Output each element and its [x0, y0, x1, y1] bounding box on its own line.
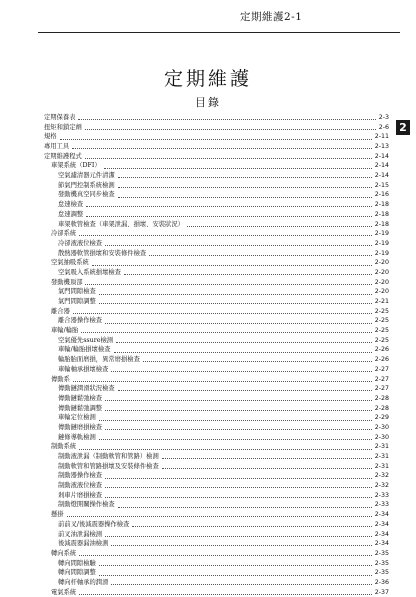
toc-entry: [44, 346, 389, 356]
dot-leader: [67, 516, 372, 517]
toc-entry-label: 車輪/輪胎: [51, 327, 79, 335]
dot-leader: [118, 390, 372, 391]
table-of-contents: [44, 113, 389, 597]
dot-leader: [85, 284, 371, 285]
dot-leader: [118, 177, 372, 178]
toc-entry-label: 傳動鏈鬆弛檢查: [58, 394, 103, 402]
dot-leader: [85, 158, 372, 159]
dot-leader: [104, 168, 372, 169]
toc-entry-label: 發動機真空同步檢查: [58, 191, 115, 199]
toc-entry: [44, 413, 389, 423]
toc-entry: [44, 355, 389, 365]
toc-entry-label: 鏈條導軌檢測: [58, 433, 96, 441]
dot-leader: [105, 323, 372, 324]
toc-entry: [44, 481, 389, 491]
toc-entry: [44, 462, 389, 472]
toc-entry-page: 2-20: [374, 268, 389, 276]
toc-entry-page: 2-27: [374, 365, 389, 373]
toc-entry-page: 2-26: [374, 346, 389, 354]
toc-entry-page: 2-20: [374, 259, 389, 267]
dot-leader: [79, 449, 372, 450]
toc-entry-page: 2-6: [378, 123, 389, 131]
toc-entry-page: 2-30: [374, 423, 389, 431]
dot-leader: [73, 381, 372, 382]
toc-entry-page: 2-34: [374, 530, 389, 538]
toc-entry-page: 2-13: [374, 143, 389, 151]
toc-entry: [44, 559, 389, 569]
toc-entry-page: 2-29: [374, 414, 389, 422]
toc-entry-page: 2-19: [374, 230, 389, 238]
dot-leader: [162, 468, 372, 469]
toc-entry: [44, 239, 389, 249]
toc-entry-page: 2-32: [374, 472, 389, 480]
toc-entry: [44, 491, 389, 501]
toc-entry-page: 2-31: [374, 462, 389, 470]
toc-entry-page: 2-3: [378, 113, 389, 121]
toc-entry-page: 2-35: [374, 559, 389, 567]
toc-entry-label: 冷卻系統: [51, 230, 77, 238]
toc-entry: [44, 520, 389, 530]
toc-entry: [44, 539, 389, 549]
dot-leader: [72, 148, 372, 149]
toc-entry: [44, 394, 389, 404]
toc-entry: [44, 278, 389, 288]
toc-entry-label: 空氣濾清器元件清潔: [58, 172, 115, 180]
toc-entry: [44, 307, 389, 317]
dot-leader: [149, 255, 372, 256]
toc-entry: [44, 384, 389, 394]
toc-entry-page: 2-27: [374, 375, 389, 383]
toc-entry-label: 傳動鏈鬆弛調整: [58, 404, 103, 412]
dot-leader: [79, 594, 372, 595]
toc-entry: [44, 433, 389, 443]
dot-leader: [111, 584, 371, 585]
toc-entry-label: 傳動鏈潤滑狀況檢查: [58, 385, 115, 393]
toc-entry-label: 車輪定位檢測: [58, 414, 96, 422]
toc-entry-label: 轉向杆軸承的潤滑: [58, 578, 109, 586]
toc-entry-label: 轉向系統: [51, 549, 77, 557]
toc-entry-label: 規格: [44, 133, 57, 141]
toc-entry-label: 怠速檢查: [58, 201, 84, 209]
toc-entry-label: 車架系統（DFI）: [51, 162, 101, 170]
toc-entry: [44, 404, 389, 414]
toc-entry: [44, 123, 389, 133]
dot-leader: [105, 429, 372, 430]
toc-entry-label: 離合器操作檢查: [58, 317, 103, 325]
dot-leader: [99, 565, 372, 566]
toc-entry-page: 2-28: [374, 404, 389, 412]
dot-leader: [99, 439, 372, 440]
toc-entry: [44, 229, 389, 239]
toc-entry-page: 2-27: [374, 385, 389, 393]
toc-entry: [44, 161, 389, 171]
running-header: 定期維護2-1: [240, 11, 303, 23]
dot-leader: [86, 206, 372, 207]
toc-entry: [44, 210, 389, 220]
toc-entry-page: 2-21: [374, 298, 389, 306]
toc-entry-label: 空氣吸入系統損壞檢查: [58, 268, 121, 276]
dot-leader: [92, 265, 372, 266]
toc-entry: [44, 588, 389, 597]
page-subtitle: 目錄: [195, 96, 221, 109]
dot-leader: [81, 332, 371, 333]
toc-entry-page: 2-16: [374, 191, 389, 199]
toc-entry-label: 制動液液位檢查: [58, 482, 103, 490]
toc-entry-page: 2-26: [374, 356, 389, 364]
toc-entry-page: 2-25: [374, 307, 389, 315]
toc-entry-label: 制動液泄漏（制動軟管和管路）檢測: [58, 453, 159, 461]
dot-leader: [105, 410, 372, 411]
dot-leader: [73, 313, 372, 314]
dot-leader: [85, 129, 376, 130]
toc-entry-page: 2-34: [374, 520, 389, 528]
toc-entry: [44, 501, 389, 511]
toc-entry-label: 散熱器軟管損壞和安裝條件檢查: [58, 249, 147, 257]
toc-entry-label: 轉向間隙檢驗: [58, 559, 96, 567]
toc-entry-page: 2-37: [374, 588, 389, 596]
toc-entry: [44, 258, 389, 268]
toc-entry-label: 發動機頂部: [51, 278, 83, 286]
toc-entry-page: 2-14: [374, 162, 389, 170]
toc-entry: [44, 297, 389, 307]
toc-entry: [44, 510, 389, 520]
toc-entry-page: 2-14: [374, 172, 389, 180]
toc-entry: [44, 142, 389, 152]
dot-leader: [99, 303, 372, 304]
dot-leader: [116, 342, 372, 343]
toc-entry-label: 前前叉/後減震器操作檢查: [58, 520, 130, 528]
dot-leader: [105, 487, 372, 488]
toc-entry-page: 2-14: [374, 152, 389, 160]
toc-entry-page: 2-33: [374, 491, 389, 499]
toc-entry-label: 傳動鏈磨損檢查: [58, 423, 103, 431]
toc-entry: [44, 132, 389, 142]
dot-leader: [187, 226, 372, 227]
dot-leader: [78, 119, 375, 120]
toc-entry: [44, 530, 389, 540]
toc-entry: [44, 365, 389, 375]
dot-leader: [111, 371, 371, 372]
chapter-tab: 2: [396, 120, 410, 135]
header-divider: [38, 32, 400, 33]
toc-entry-label: 節氣門控制系統檢測: [58, 181, 115, 189]
toc-entry: [44, 336, 389, 346]
toc-entry: [44, 316, 389, 326]
toc-entry-page: 2-25: [374, 317, 389, 325]
toc-entry-label: 制動燈開關操作檢查: [58, 501, 115, 509]
toc-entry: [44, 578, 389, 588]
toc-entry-label: 傳動系: [51, 375, 70, 383]
toc-entry-page: 2-34: [374, 540, 389, 548]
toc-entry: [44, 268, 389, 278]
toc-entry-label: 懸掛: [51, 511, 64, 519]
dot-leader: [118, 187, 372, 188]
toc-entry-label: 電氣系統: [51, 588, 77, 596]
toc-entry-label: 制動器操作檢查: [58, 472, 103, 480]
toc-entry-page: 2-20: [374, 278, 389, 286]
dot-leader: [111, 545, 371, 546]
toc-entry-label: 輪胎胎面磨損，異常磨損檢查: [58, 356, 140, 364]
toc-entry: [44, 452, 389, 462]
toc-entry: [44, 549, 389, 559]
toc-entry-label: 怠速調整: [58, 210, 84, 218]
dot-leader: [105, 478, 372, 479]
toc-entry-page: 2-11: [374, 133, 389, 141]
dot-leader: [105, 536, 372, 537]
dot-leader: [162, 458, 372, 459]
toc-entry-page: 2-19: [374, 249, 389, 257]
toc-entry-label: 空氣優先ssure檢測: [58, 336, 114, 344]
toc-entry-page: 2-33: [374, 501, 389, 509]
toc-entry: [44, 152, 389, 162]
toc-entry-label: 專用工具: [44, 143, 70, 151]
dot-leader: [79, 235, 372, 236]
toc-entry: [44, 471, 389, 481]
toc-entry: [44, 568, 389, 578]
toc-entry-page: 2-35: [374, 549, 389, 557]
toc-entry: [44, 287, 389, 297]
toc-entry: [44, 442, 389, 452]
toc-entry-page: 2-34: [374, 511, 389, 519]
toc-entry-page: 2-20: [374, 288, 389, 296]
dot-leader: [105, 497, 372, 498]
toc-entry-label: 後減震器漏油檢測: [58, 540, 109, 548]
toc-entry-label: 定期保養表: [44, 113, 76, 121]
dot-leader: [105, 245, 372, 246]
toc-entry-label: 氣門間隙檢查: [58, 288, 96, 296]
dot-leader: [124, 274, 372, 275]
toc-entry-page: 2-31: [374, 453, 389, 461]
toc-entry-page: 2-19: [374, 239, 389, 247]
dot-leader: [86, 216, 372, 217]
toc-entry-label: 轉向間隙調整: [58, 569, 96, 577]
toc-entry-label: 車輪軸承損壞檢查: [58, 365, 109, 373]
toc-entry: [44, 423, 389, 433]
toc-entry: [44, 375, 389, 385]
toc-entry-page: 2-31: [374, 443, 389, 451]
toc-entry: [44, 326, 389, 336]
toc-entry-label: 制動軟管和管路損壞及安裝條件檢查: [58, 462, 159, 470]
toc-entry-page: 2-36: [374, 578, 389, 586]
toc-entry: [44, 113, 389, 123]
toc-entry-label: 扭矩和鎖定劑: [44, 123, 82, 131]
toc-entry: [44, 200, 389, 210]
toc-entry: [44, 249, 389, 259]
toc-entry-label: 離合器: [51, 307, 70, 315]
dot-leader: [114, 352, 372, 353]
toc-entry-page: 2-18: [374, 220, 389, 228]
toc-entry: [44, 191, 389, 201]
dot-leader: [132, 526, 371, 527]
page-title: 定期維護: [163, 68, 252, 90]
toc-entry: [44, 171, 389, 181]
dot-leader: [105, 400, 372, 401]
toc-entry-page: 2-15: [374, 181, 389, 189]
dot-leader: [99, 420, 372, 421]
toc-entry-label: 制動系統: [51, 443, 77, 451]
toc-entry-page: 2-32: [374, 482, 389, 490]
dot-leader: [143, 361, 372, 362]
toc-entry-label: 冷卻液液位檢查: [58, 239, 103, 247]
toc-entry-label: 氣門間隙調整: [58, 298, 96, 306]
dot-leader: [99, 575, 372, 576]
toc-entry-page: 2-28: [374, 394, 389, 402]
dot-leader: [118, 197, 372, 198]
toc-entry-page: 2-35: [374, 569, 389, 577]
toc-entry-page: 2-18: [374, 201, 389, 209]
toc-entry-page: 2-25: [374, 336, 389, 344]
toc-entry-label: 前叉油泄漏檢測: [58, 530, 103, 538]
toc-entry-label: 剎車片磨損檢查: [58, 491, 103, 499]
toc-entry-label: 定期維護程式: [44, 152, 82, 160]
dot-leader: [60, 139, 372, 140]
toc-entry-label: 空氣抽吸系統: [51, 259, 89, 267]
toc-entry-label: 車架軟管檢查（車架泄漏、損壞、安裝狀況）: [58, 220, 184, 228]
toc-entry-page: 2-18: [374, 210, 389, 218]
dot-leader: [79, 555, 372, 556]
toc-entry-page: 2-25: [374, 327, 389, 335]
dot-leader: [99, 294, 372, 295]
toc-entry-label: 車輪/輪胎損壞檢查: [58, 346, 111, 354]
toc-entry-page: 2-30: [374, 433, 389, 441]
dot-leader: [118, 507, 372, 508]
toc-entry: [44, 220, 389, 230]
toc-entry: [44, 181, 389, 191]
